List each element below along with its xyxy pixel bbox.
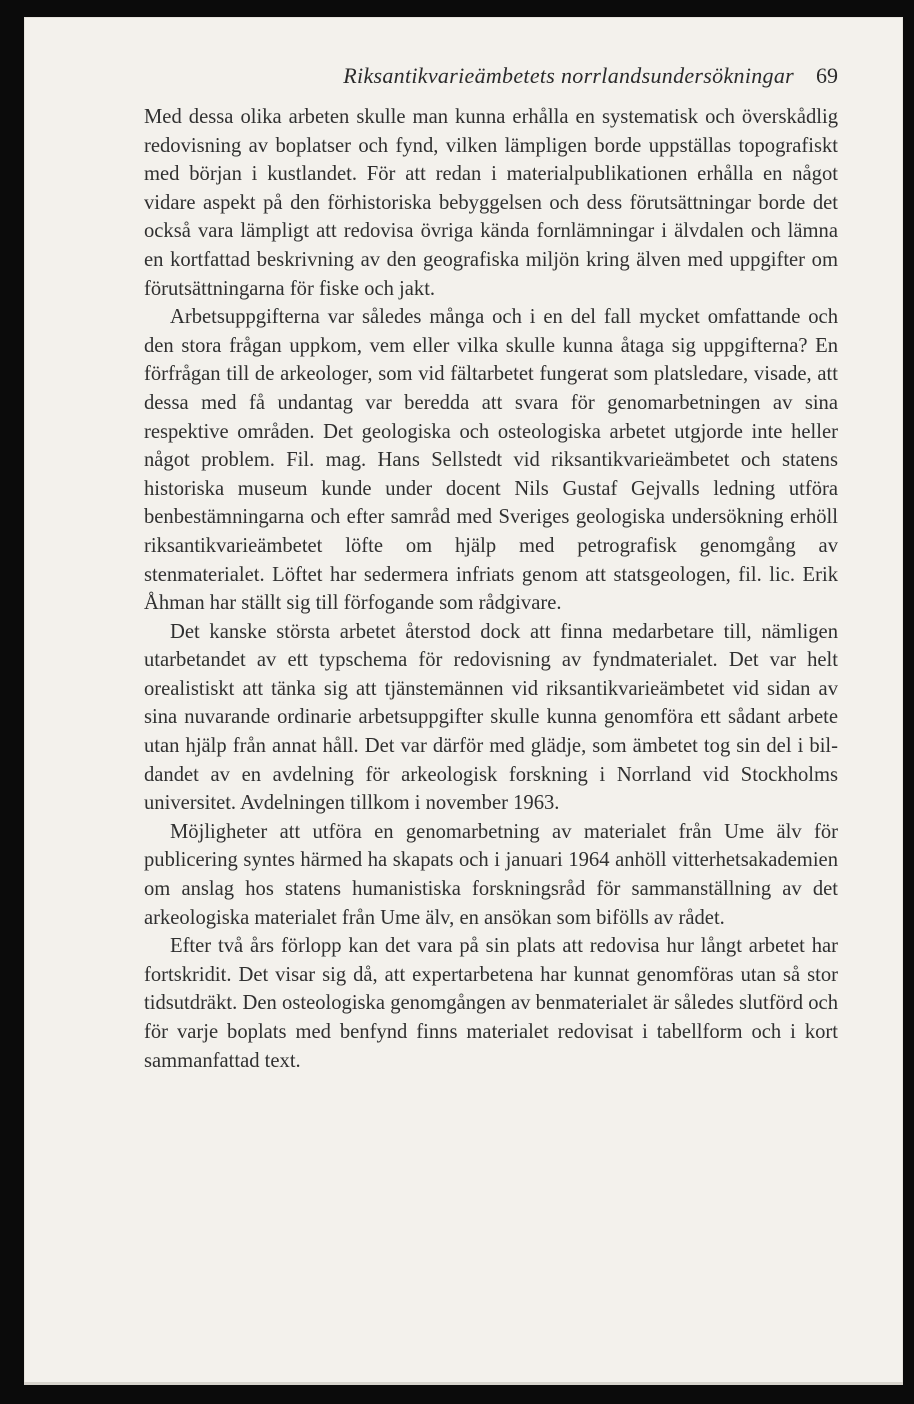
- book-page: [24, 17, 903, 1385]
- body-text: [144, 103, 838, 1075]
- paragraph-3: Det kanske största arbetet återstod dock att finna medarbetare till, nämligen utarbetandet av ett typschema för redovisning av fyndmaterialet. Det var helt orealistiskt att tänka sig att tjänstemännen vid riksantikvarieämbetet vid sidan av sina nuvarande ordinarie arbetsuppgifter skulle kunna genomföra ett sådant arbete utan hjälp från annat håll. Det var därför med glädje, som ämbetet tog sin del i bildandet av en avdelning för arkeologisk forskning i Norrland vid Stockholms universitet. Avdelningen tillkom i november 1963.: [144, 620, 838, 815]
- paragraph-4: Möjligheter att utföra en genomarbetning av materialet från Ume älv för publicering syntes härmed ha skapats och i januari 1964 anhöll vitterhetsakademien om anslag hos statens humanistiska forskningsråd för sammanställning av det arkeologiska materialet från Ume älv, en ansökan som bifölls av rådet.: [144, 820, 838, 929]
- page-number: 69: [816, 63, 838, 88]
- paragraph-2: Arbetsuppgifterna var således många och i en del fall mycket omfattande och den stora frågan uppkom, vem eller vilka skulle kunna åtaga sig uppgifterna? En förfrågan till de arkeologer, som vid fältarbetet fungerat som platsledare, visade, att dessa med få undantag var beredda att svara för genomarbetningen av sina respektive områden. Det geologiska och osteologiska arbetet utgjorde inte heller något problem. Fil. mag. Hans Sellstedt vid riksantikvarieämbetet och statens historiska museum kunde under docent Nils Gustaf Gejvalls ledning utföra benbestämningarna och efter samråd med Sveriges geologiska undersökning erhöll riksantikvarieämbetet löfte om hjälp med petrografisk genomgång av stenmaterialet. Löftet har sedermera infriats genom att statsgeologen, fil. lic. Erik Åhman har ställt sig till förfogande som rådgivare.: [144, 306, 838, 615]
- running-title: Riksantikvarieämbetets norrlandsundersökningar: [343, 63, 794, 88]
- paragraph-5: Efter två års förlopp kan det vara på sin plats att redovisa hur långt arbetet har fortskridit. Det visar sig då, att expertarbetena har kunnat genomföras utan så stor tidsutdräkt. Den osteologiska genomgången av benmaterialet är således slutförd och för varje boplats med benfynd finns materialet redovisat i tabellform och i kort sammanfattad text.: [144, 935, 838, 1072]
- page-bottom-edge: [24, 1382, 903, 1385]
- paragraph-1: Med dessa olika arbeten skulle man kunna erhålla en systematisk och överskådlig redovisning av boplatser och fynd, vilken lämpligen borde uppställas topografiskt med början i kustlandet. För att redan i materialpublikationen erhålla en något vidare aspekt på den förhistoriska bebyggelsen och dess förutsättningar borde det också vara lämpligt att redovisa övriga kända fornlämningar i älvdalen och lämna en kortfattad beskrivning av den geografiska miljön kring älven med uppgifter om förutsättningarna för fiske och jakt.: [144, 106, 838, 300]
